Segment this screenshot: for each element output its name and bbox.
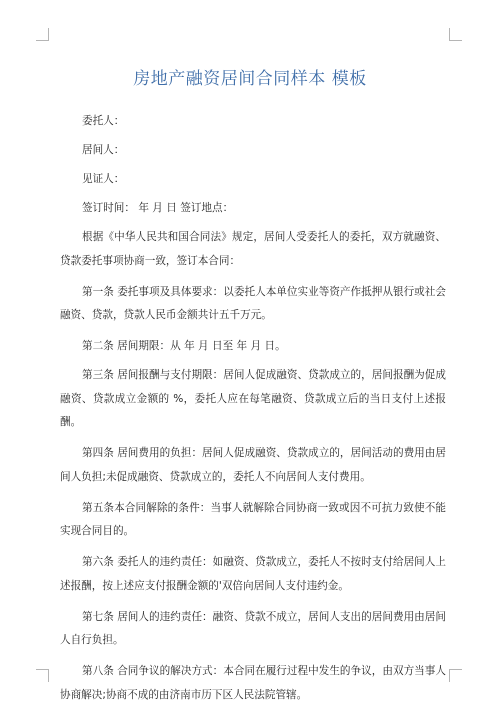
article-8: 第八条 合同争议的解决方式：本合同在履行过程中发生的争议，由双方当事人协商解决;协商不成的由济南市历下区人民法院管辖。 [60, 665, 446, 701]
client-line: 委托人： [82, 115, 125, 127]
document-body [60, 110, 446, 715]
crop-mark-top-right [449, 28, 462, 41]
crop-mark-bottom-right [449, 669, 462, 682]
intermediary-line: 居间人： [82, 144, 125, 156]
article-1: 第一条 委托事项及具体要求：以委托人本单位实业等资产作抵押从银行或社会融资、贷款，贷款人民币金额共计五千万元。 [60, 285, 446, 321]
article-2: 第二条 居间期限：从 年 月 日至 年 月 日。 [82, 340, 286, 352]
witness-line: 见证人： [82, 173, 125, 185]
signing-info-line: 签订时间： 年 月 日 签订地点： [82, 202, 234, 214]
crop-mark-top-left [36, 28, 49, 41]
crop-mark-bottom-left [36, 669, 49, 682]
article-5: 第五条本合同解除的条件：当事人就解除合同协商一致或因不可抗力致使不能实现合同目的。 [60, 501, 446, 537]
article-4: 第四条 居间费用的负担：居间人促成融资、贷款成立的，居间活动的费用由居间人负担;未促成融资、贷款成立的，委托人不向居间人支付费用。 [60, 447, 446, 483]
article-7: 第七条 居间人的违约责任：融资、贷款不成立，居间人支出的居间费用由居间人自行负担。 [60, 610, 446, 646]
document-title: 房地产融资居间合同样本 模板 [133, 69, 367, 89]
article-3: 第三条 居间报酬与支付期限：居间人促成融资、贷款成立的，居间报酬为促成融资、贷款成立金额的 %，委托人应在每笔融资、贷款成立后的当日支付上述报酬。 [60, 369, 446, 428]
preamble-paragraph: 根据《中华人民共和国合同法》规定，居间人受委托人的委托，双方就融资、贷款委托事项协商一致，签订本合同： [60, 231, 446, 267]
article-6: 第六条 委托人的违约责任：如融资、贷款成立，委托人不按时支付给居间人上述报酬，按上述应支付报酬金额的'双倍向居间人支付违约金。 [60, 556, 446, 592]
